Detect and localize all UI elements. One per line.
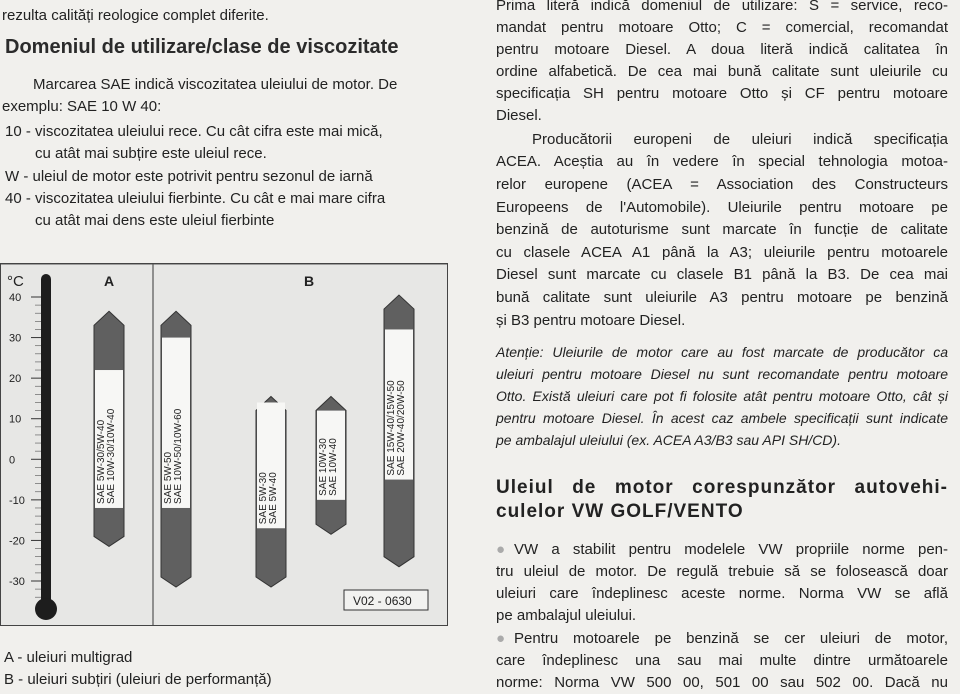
definition-line: W - uleiul de motor este potrivit pentru sezonul de iarnă <box>5 168 373 185</box>
reference-code: V02 - 0630 <box>353 594 412 608</box>
y-tick-label: 0 <box>9 454 16 467</box>
text-line: tru uleiul de motor. De regulă trebuie să se folosească doar <box>496 563 948 580</box>
unit-label: °C <box>7 273 24 290</box>
text-line: ordine alfabetică. De cea mai bună calitate sunt uleiurile cu <box>496 63 948 80</box>
text-line: specificația SH pentru motoare Otto și CF pentru motoare <box>496 85 948 102</box>
viscosity-chart-svg <box>1 264 447 625</box>
thermometer-tube <box>41 274 51 609</box>
bar-label: SAE 5W-50 <box>163 451 174 504</box>
text-line: uleiuri care îndeplinesc aceste norme. Norma VW se află <box>496 585 948 602</box>
y-tick-label: 40 <box>9 292 22 304</box>
text-line: Diesel sunt marcate cu clasele B1 până la B3. De cea mai <box>496 266 948 283</box>
note-line: Otto. Există uleiuri care pot fi folosite atât pentru motoare Otto, cât și <box>496 388 948 404</box>
note-line: pe ambalajul uleiului (ex. ACEA A3/B3 sau API SH/CD). <box>496 432 841 448</box>
text-line: pe ambalajul uleiului. <box>496 607 637 624</box>
text-line: ACEA. Aceștia au în vedere în special tehnologia motoa- <box>496 153 948 170</box>
y-tick-label: 20 <box>9 373 22 386</box>
y-tick-label: -20 <box>9 535 25 548</box>
text-line: Diesel. <box>496 107 542 124</box>
thermometer-bulb <box>35 598 57 620</box>
text-line: rezulta calități reologice complet diferite. <box>2 7 269 24</box>
viscosity-chart <box>0 263 448 626</box>
bullet-dot: ● <box>496 541 506 558</box>
text-line: exemplu: SAE 10 W 40: <box>2 98 162 115</box>
text-line: pentru motoare Diesel. A doua literă indică calitatea în <box>496 41 948 58</box>
text-line: bună calitate sunt uleiurile A3 pentru motoare pe benzină <box>496 289 948 306</box>
text-line: relor europene (ACEA = Association des Constructeurs <box>496 176 948 193</box>
definition-line: cu atât mai dens este uleiul fierbinte <box>35 212 275 229</box>
bar-label: SAE 10W-50/10W-60 <box>173 408 184 504</box>
text-line: Europeens de l'Automobile). Uleiurile pentru motoare pe <box>496 199 948 216</box>
legend-b: B - uleiuri subțiri (uleiuri de performanță) <box>4 671 272 688</box>
text-line: și B3 pentru motoare Diesel. <box>496 312 686 329</box>
text-line: Producătorii europeni de uleiuri indică specificația <box>532 131 948 148</box>
text-line: mandat pentru motoare Otto; C = comercial, recomandat <box>496 19 948 36</box>
legend-a: A - uleiuri multigrad <box>4 649 133 666</box>
y-tick-label: 30 <box>9 332 22 345</box>
text-span: VW a stabilit pentru modelele VW propriile norme pen- <box>514 541 948 558</box>
note-line: Atenție: Uleiurile de motor care au fost marcate de producător ca <box>496 344 948 360</box>
text-line <box>496 539 948 561</box>
bar-label: SAE 5W-30 <box>258 472 269 525</box>
text-line: Marcarea SAE indică viscozitatea uleiului de motor. De <box>33 76 398 93</box>
text-line: Prima literă indică domeniul de utilizare: S = service, reco- <box>496 0 948 14</box>
section-heading: Domeniul de utilizare/clase de viscozitate <box>5 36 399 58</box>
y-tick-label: -10 <box>9 494 25 507</box>
text-line: cu clasele ACEA A1 până la A3; uleiurile pentru motoarele <box>496 244 948 261</box>
y-tick-label: 10 <box>9 413 22 426</box>
section-heading: culelor VW GOLF/VENTO <box>496 501 744 522</box>
bullet-dot: ● <box>496 630 506 647</box>
group-label-a: A <box>104 273 115 289</box>
text-span: Pentru motoarele pe benzină se cer uleiuri de motor, <box>514 630 948 647</box>
bar-label: SAE 5W-40 <box>268 472 279 525</box>
definition-line: cu atât mai subțire este uleiul rece. <box>35 145 267 162</box>
text-line: care îndeplinesc una sau mai multe dintre următoarele <box>496 652 948 669</box>
note-line: uleiuri pentru motoare Diesel nu sunt recomandate pentru motoare <box>496 366 948 382</box>
group-label-b: B <box>304 273 315 289</box>
y-tick-label: -30 <box>9 576 25 588</box>
bar-label: SAE 10W-30 <box>318 438 329 496</box>
bar-label: SAE 10W-30/10W-40 <box>106 408 117 504</box>
section-heading: Uleiul de motor corespunzător autovehi- <box>496 477 948 498</box>
note-line: pentru motoare Diesel. În acest caz ambele specificații sunt indicate <box>496 410 948 426</box>
bar-label: SAE 5W-30/5W-40 <box>96 419 107 504</box>
bar-label: SAE 15W-40/15W-50 <box>386 380 397 476</box>
definition-line: 40 - viscozitatea uleiului fierbinte. Cu cât e mai mare cifra <box>5 190 386 207</box>
bar-label: SAE 20W-40/20W-50 <box>396 380 407 476</box>
text-line <box>496 628 948 650</box>
bar-label: SAE 10W-40 <box>328 438 339 496</box>
definition-line: 10 - viscozitatea uleiului rece. Cu cât cifra este mai mică, <box>5 123 383 140</box>
text-line: norme: Norma VW 500 00, 501 00 sau 502 00. Dacă nu <box>496 674 948 691</box>
text-line: benzină de autoturisme sunt marcate în funcție de calitate <box>496 221 948 238</box>
